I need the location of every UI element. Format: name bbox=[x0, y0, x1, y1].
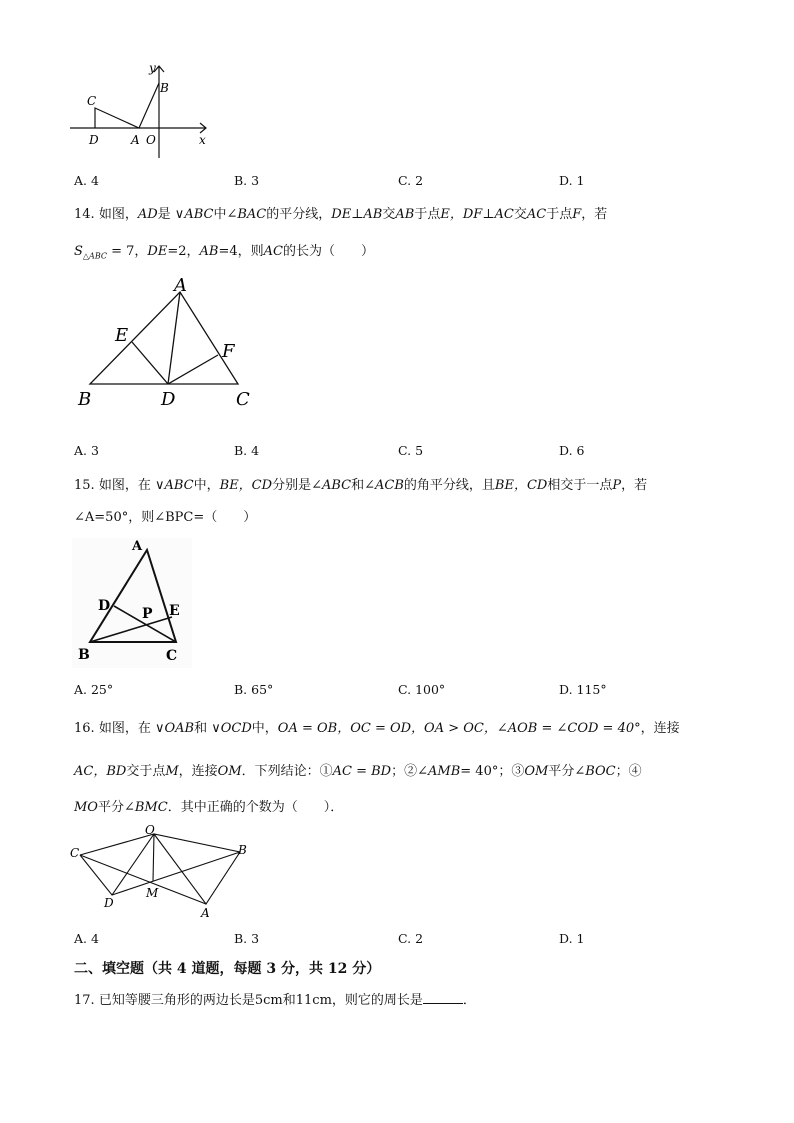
q15-option-a[interactable]: A. 25° bbox=[74, 682, 114, 697]
q16-option-c[interactable]: C. 2 bbox=[398, 931, 424, 946]
fig-label-b: B bbox=[78, 389, 92, 410]
q14-number: 14. bbox=[74, 207, 95, 222]
fig-label-b: B bbox=[78, 647, 90, 663]
q15-figure bbox=[72, 538, 192, 668]
q14-figure bbox=[70, 275, 270, 415]
q16-stem-line3: MO平分∠BMC．其中正确的个数为（ ）． bbox=[74, 800, 344, 815]
fig-label-y: y bbox=[149, 61, 156, 75]
fig-label-c: C bbox=[87, 94, 97, 108]
q15-stem-line1: 15. 如图，在 ∨ABC中，BE，CD分别是∠ABC和∠ACB的角平分线，且BE，CD相交于一点P，若 bbox=[74, 478, 648, 493]
fig-label-x: x bbox=[199, 133, 206, 147]
fig-label-c: C bbox=[70, 846, 80, 860]
fig-label-c: C bbox=[236, 389, 250, 410]
q14-option-d[interactable]: D. 6 bbox=[559, 443, 585, 458]
fig-label-o: O bbox=[145, 823, 155, 837]
fig-label-a: A bbox=[174, 275, 187, 296]
q17-stem: 17. 已知等腰三角形的两边长是5cm和11cm，则它的周长是 ． bbox=[74, 993, 476, 1008]
q15-number: 15. bbox=[74, 478, 95, 493]
q16-number: 16. bbox=[74, 721, 95, 736]
fig-label-e: E bbox=[169, 603, 180, 619]
q16-stem-line1: 16. 如图，在 ∨OAB和 ∨OCD中，OA = OB，OC = OD，OA > OC，∠AOB = ∠COD = 40°，连接 bbox=[74, 721, 680, 736]
q16-stem-line2: AC，BD交于点M，连接OM．下列结论：①AC = BD；②∠AMB= 40°；③OM平分∠BOC；④ bbox=[74, 764, 642, 779]
q13-option-d[interactable]: D. 1 bbox=[559, 173, 585, 188]
fig-label-d: D bbox=[98, 598, 111, 614]
q13-option-c[interactable]: C. 2 bbox=[398, 173, 424, 188]
fig-label-m: M bbox=[146, 886, 159, 900]
q16-option-d[interactable]: D. 1 bbox=[559, 931, 585, 946]
q14-option-a[interactable]: A. 3 bbox=[74, 443, 99, 458]
fig-label-b: B bbox=[238, 843, 247, 857]
q14-stem-line2: $S_{\triangle ABC} = 7$，DE=2，AB=4，则AC的长为（ ） bbox=[74, 244, 374, 261]
section-heading: 二、填空题（共 4 道题，每题 3 分，共 12 分） bbox=[74, 961, 381, 977]
q14-stem-line1: 14. 如图，AD是 ∨ABC中∠BAC的平分线，DE⊥AB交AB于点E，DF⊥AC交AC于点F，若 bbox=[74, 207, 608, 222]
q15-stem-line2: ∠A=50°，则∠BPC=（ ） bbox=[74, 510, 257, 525]
fig-label-f: F bbox=[222, 341, 235, 362]
q17-number: 17. bbox=[74, 993, 95, 1008]
fig-label-a: A bbox=[201, 906, 210, 920]
fig-label-d: D bbox=[161, 389, 176, 410]
q14-option-c[interactable]: C. 5 bbox=[398, 443, 424, 458]
q15-option-c[interactable]: C. 100° bbox=[398, 682, 446, 697]
q14-option-b[interactable]: B. 4 bbox=[234, 443, 260, 458]
fig-label-p: P bbox=[142, 606, 153, 622]
answer-blank[interactable] bbox=[423, 991, 463, 1004]
q15-option-b[interactable]: B. 65° bbox=[234, 682, 274, 697]
q16-figure bbox=[66, 820, 266, 920]
fig-label-o: O bbox=[146, 133, 156, 147]
fig-label-b: B bbox=[160, 81, 169, 95]
fig-label-a: A bbox=[132, 539, 143, 554]
fig-label-c: C bbox=[166, 648, 178, 664]
fig-label-d: D bbox=[104, 896, 114, 910]
fig-label-a: A bbox=[131, 133, 140, 147]
q13-option-b[interactable]: B. 3 bbox=[234, 173, 260, 188]
q15-option-d[interactable]: D. 115° bbox=[559, 682, 607, 697]
q16-option-a[interactable]: A. 4 bbox=[74, 931, 99, 946]
q13-option-a[interactable]: A. 4 bbox=[74, 173, 99, 188]
q16-option-b[interactable]: B. 3 bbox=[234, 931, 260, 946]
fig-label-e: E bbox=[115, 325, 129, 346]
q13-figure bbox=[66, 58, 216, 158]
fig-label-d: D bbox=[89, 133, 99, 147]
